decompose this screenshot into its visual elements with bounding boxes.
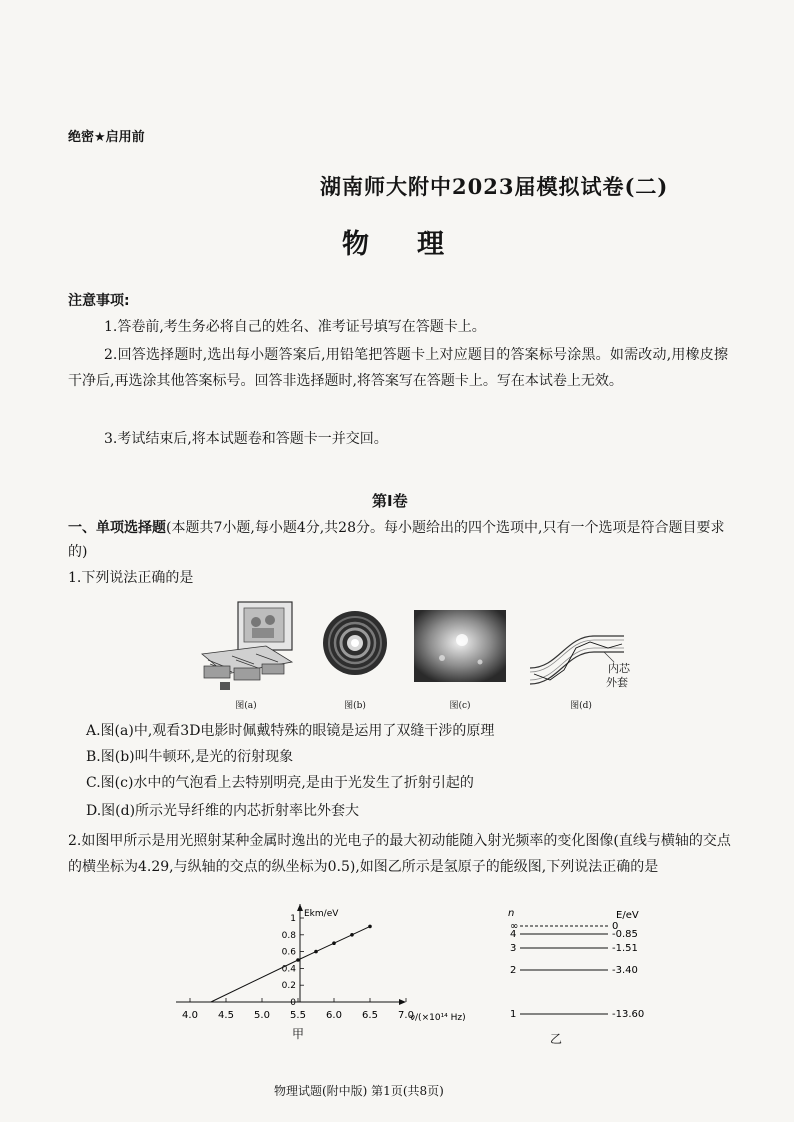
y-axis-label: Ekm/eV — [304, 909, 339, 919]
notice-item-1: 1.答卷前,考生务必将自己的姓名、准考证号填写在答题卡上。 — [104, 319, 486, 335]
q1-stem: 1.下列说法正确的是 — [68, 570, 194, 586]
graph-label: 甲 — [292, 1027, 305, 1041]
data-point — [368, 925, 372, 929]
x-tick-label: 7.0 — [398, 1010, 414, 1021]
caption-b: 图(b) — [344, 701, 366, 711]
fiber-core-label: 内芯 — [608, 662, 630, 675]
x-tick-label: 4.5 — [218, 1010, 234, 1021]
level-n-label: 3 — [510, 943, 517, 954]
data-point — [350, 933, 354, 937]
x-axis-label: ν/(×10¹⁴ Hz) — [410, 1013, 466, 1023]
q1-option-d: D.图(d)所示光导纤维的内芯折射率比外套大 — [86, 803, 360, 819]
notice-heading: 注意事项: — [68, 293, 130, 309]
caption-c: 图(c) — [449, 701, 471, 711]
section-heading — [68, 516, 732, 564]
x-axis-arrow — [399, 999, 406, 1005]
y-tick-label: 1 — [290, 914, 296, 924]
figure-a-cinema — [196, 598, 300, 694]
y-tick-label: 0.2 — [281, 981, 296, 992]
level-energy-label: -3.40 — [612, 965, 638, 976]
level-energy-label: -1.51 — [612, 943, 638, 954]
caption-d: 图(d) — [570, 701, 592, 711]
x-tick-label: 4.0 — [182, 1010, 198, 1021]
x-tick-label: 5.5 — [290, 1010, 306, 1021]
q1-option-c: C.图(c)水中的气泡看上去特别明亮,是由于光发生了折射引起的 — [86, 775, 474, 791]
energy-level-diagram — [500, 904, 650, 1024]
exam-title: 湖南师大附中2023届模拟试卷(二) — [320, 174, 669, 199]
notice-item-2: 2.回答选择题时,选出每小题答案后,用铅笔把答题卡上对应题目的答案标号涂黑。如需改动,用橡皮擦干净后,再选涂其他答案标号。回答非选择题时,将答案写在答题卡上。写在本试卷上无效。 — [68, 347, 728, 389]
data-point — [314, 950, 318, 954]
y-tick-label: 0.6 — [281, 947, 296, 958]
page-footer: 物理试题(附中版) 第1页(共8页) — [274, 1084, 444, 1098]
levels-n-header: n — [508, 908, 515, 919]
figure-b-newton-rings — [322, 610, 388, 676]
level-energy-label: -13.60 — [612, 1009, 645, 1020]
q1-option-a: A.图(a)中,观看3D电影时佩戴特殊的眼镜是运用了双缝干涉的原理 — [86, 723, 495, 739]
caption-a: 图(a) — [235, 701, 257, 711]
x-tick-label: 6.5 — [362, 1010, 378, 1021]
fiber-cladding-label: 外套 — [606, 676, 628, 689]
subject-title: 物理 — [342, 229, 492, 260]
level-energy-label: 0 — [612, 921, 619, 932]
y-tick-label: 0.8 — [281, 930, 296, 941]
level-n-label: ∞ — [510, 921, 519, 932]
notice-item-3: 3.考试结束后,将本试题卷和答题卡一并交回。 — [104, 431, 388, 447]
data-point — [332, 941, 336, 945]
section-desc: (本题共7小题,每小题4分,共28分。每小题给出的四个选项中,只有一个选项是符合题目要求的) — [68, 520, 725, 560]
y-tick-label: 0 — [290, 998, 296, 1008]
x-tick-label: 5.0 — [254, 1010, 270, 1021]
level-n-label: 2 — [510, 965, 517, 976]
x-tick-label: 6.0 — [326, 1010, 342, 1021]
level-n-label: 1 — [510, 1009, 517, 1020]
levels-label: 乙 — [550, 1032, 563, 1046]
y-axis-arrow — [297, 904, 303, 911]
volume-heading: 第Ⅰ卷 — [372, 492, 408, 510]
level-energy-label: -0.85 — [612, 929, 638, 940]
level-n-label: 4 — [510, 929, 517, 940]
data-point — [296, 958, 300, 962]
q2-stem: 2.如图甲所示是用光照射某种金属时逸出的光电子的最大初动能随入射光频率的变化图像(直线与横轴的交点的横坐标为4.29,与纵轴的交点的纵坐标为0.5),如图乙所示是氢原子的能级图,下列说法正确的是 — [68, 833, 731, 875]
section-title: 一、单项选择题 — [68, 520, 166, 536]
photoelectric-graph — [172, 904, 492, 1034]
confidential-mark: 绝密★启用前 — [68, 130, 145, 145]
figure-c-bubbles — [414, 610, 506, 682]
levels-e-header: E/eV — [616, 910, 639, 921]
q1-option-b: B.图(b)叫牛顿环,是光的衍射现象 — [86, 749, 294, 765]
y-tick-label: 0.4 — [281, 964, 296, 975]
